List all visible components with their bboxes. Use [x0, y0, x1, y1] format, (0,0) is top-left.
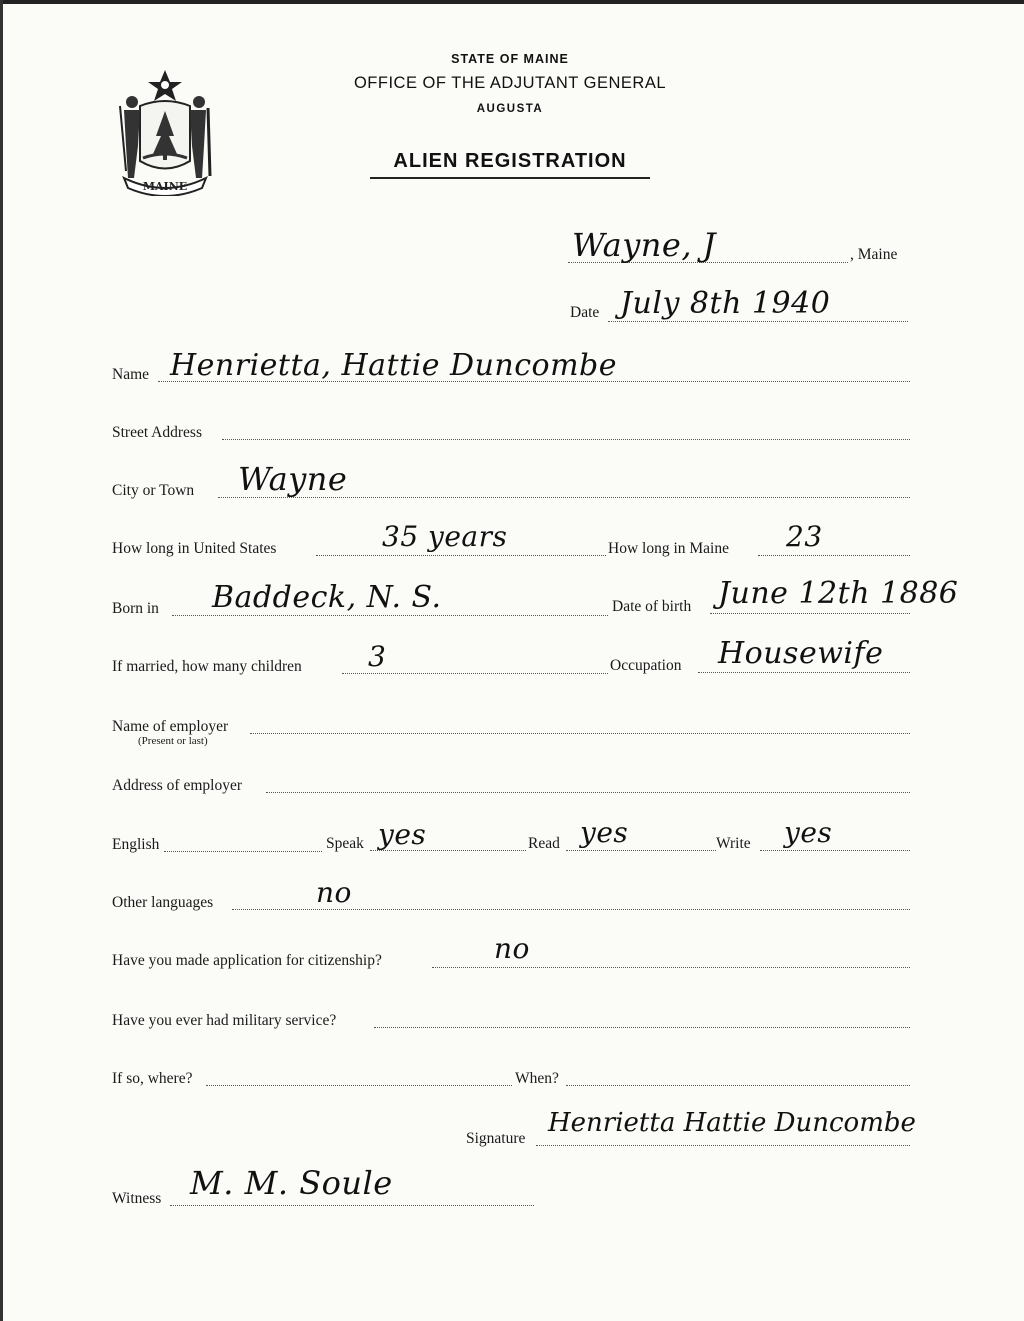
long-maine-value: 23	[786, 520, 823, 553]
write-line	[760, 850, 910, 851]
speak-label: Speak	[326, 835, 364, 852]
write-label: Write	[716, 835, 751, 852]
date-value: July 8th 1940	[620, 286, 831, 321]
citizenship-label: Have you made application for citizenship?	[112, 952, 382, 969]
state-seal-icon	[110, 66, 220, 196]
employer-label: Name of employer	[112, 718, 229, 735]
other-languages-line	[232, 909, 910, 910]
signature-line	[536, 1145, 910, 1146]
employer-sublabel: (Present or last)	[138, 735, 208, 747]
header-office: OFFICE OF THE ADJUTANT GENERAL	[353, 74, 667, 92]
read-value: yes	[580, 816, 629, 849]
military-label: Have you ever had military service?	[112, 1012, 337, 1029]
children-value: 3	[368, 640, 387, 673]
dob-label: Date of birth	[612, 598, 692, 615]
long-maine-label: How long in Maine	[608, 540, 729, 557]
dob-line	[710, 613, 910, 614]
born-label: Born in	[112, 600, 159, 617]
city-label: City or Town	[112, 482, 195, 499]
speak-value: yes	[378, 818, 427, 851]
witness-value: M. M. Soule	[190, 1164, 393, 1202]
witness-line	[170, 1205, 534, 1206]
english-line	[164, 851, 322, 852]
date-label: Date	[570, 304, 600, 321]
seal-text: MAINE	[142, 180, 188, 193]
employer-address-line	[266, 792, 910, 793]
military-line	[374, 1027, 910, 1028]
read-label: Read	[528, 835, 560, 852]
occupation-label: Occupation	[610, 657, 682, 674]
other-languages-label: Other languages	[112, 894, 214, 911]
long-maine-line	[758, 555, 910, 556]
name-label: Name	[112, 366, 150, 383]
born-line	[172, 615, 608, 616]
write-value: yes	[784, 816, 833, 849]
married-label: If married, how many children	[112, 658, 302, 675]
name-value: Henrietta, Hattie Duncombe	[170, 348, 618, 383]
header-city: AUGUSTA	[476, 103, 544, 115]
when-line	[566, 1085, 910, 1086]
where-label: If so, where?	[112, 1070, 193, 1087]
citizenship-line	[432, 967, 910, 968]
witness-label: Witness	[112, 1190, 162, 1207]
citizenship-value: no	[494, 932, 530, 965]
header-state: STATE OF MAINE	[451, 52, 569, 66]
born-value: Baddeck, N. S.	[212, 580, 442, 615]
other-languages-value: no	[316, 876, 352, 909]
signature-label: Signature	[466, 1130, 526, 1147]
scan-edge	[0, 0, 1024, 4]
dob-value: June 12th 1886	[718, 576, 959, 611]
town-value: Wayne, J	[572, 226, 716, 264]
signature-value: Henrietta Hattie Duncombe	[548, 1108, 916, 1138]
english-label: English	[112, 836, 160, 853]
when-label: When?	[515, 1070, 559, 1087]
long-us-line	[316, 555, 606, 556]
date-line	[608, 321, 908, 322]
where-line	[206, 1085, 512, 1086]
employer-address-label: Address of employer	[112, 777, 242, 794]
street-line	[222, 439, 910, 440]
city-value: Wayne	[238, 460, 348, 498]
employer-line	[250, 733, 910, 734]
scan-edge-left	[0, 0, 3, 1321]
occupation-value: Housewife	[718, 636, 884, 671]
children-line	[342, 673, 608, 674]
occupation-line	[698, 672, 910, 673]
form-title: ALIEN REGISTRATION	[393, 150, 627, 172]
long-us-label: How long in United States	[112, 540, 277, 557]
read-line	[566, 850, 716, 851]
title-underline	[370, 177, 650, 179]
maine-label: , Maine	[850, 246, 898, 263]
street-label: Street Address	[112, 424, 202, 441]
long-us-value: 35 years	[382, 520, 508, 553]
